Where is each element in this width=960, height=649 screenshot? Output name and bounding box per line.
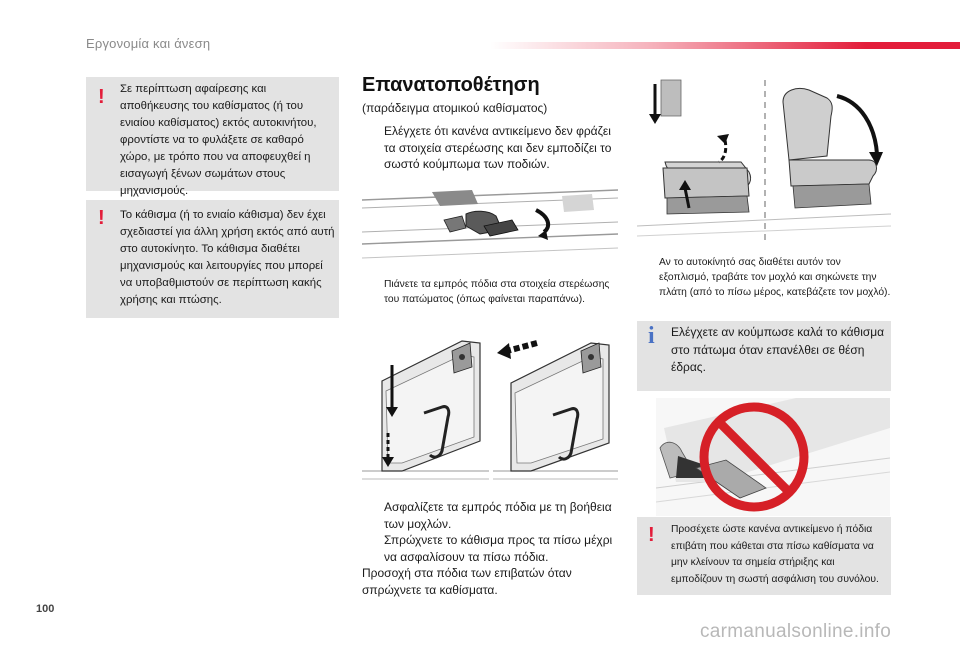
warning-text-use: Το κάθισμα (ή το ενιαίο κάθισμα) δεν έχει σχεδιαστεί για άλλη χρήση εκτός από αυτή στο αυτοκίνητο. Το κάθισμα διαθέτει μηχανισμούς και λειτουργίες που μπορεί να υποβαθμιστούν σε περίπτωση κακής χρήσης και πτώσης. — [120, 209, 335, 306]
section-subtitle: (παράδειγμα ατομικού καθίσματος) — [362, 101, 548, 115]
warning-icon: ! — [98, 86, 105, 108]
step-check-fixings — [362, 123, 620, 173]
info-icon: i — [648, 323, 655, 349]
header-accent-bar — [490, 42, 960, 49]
step-lock-front-feet — [362, 499, 620, 532]
step-text: Σπρώχνετε το κάθισμα προς τα πίσω μέχρι να ασφαλίσουν τα πίσω πόδια. — [384, 533, 613, 564]
section-heading: Επανατοποθέτηση — [362, 74, 540, 96]
step-text: Ελέγχετε ότι κανένα αντικείμενο δεν φράζει τα στοιχεία στερέωσης και δεν εμποδίζει το σωστό κούμπωμα των ποδιών. — [384, 124, 612, 171]
illustration-front-feet-fixing — [362, 186, 618, 270]
caption-front-feet — [362, 277, 620, 307]
step-push-seat-back — [362, 532, 620, 565]
illustration-seat-back-raise — [637, 76, 891, 244]
warning-text-storage: Σε περίπτωση αφαίρεσης και αποθήκευσης του καθίσματος (ή του ενιαίου καθίσματος) εκτός αυτοκινήτου, φροντίστε να το φυλάξετε σε καθαρό χώρο, με τρόπο που να αποφευχθεί η εισαγωγή ξένων σωμάτων στους μηχανισμούς. — [120, 83, 317, 197]
caution-note: Προσοχή στα πόδια των επιβατών όταν σπρώχνετε τα καθίσματα. — [362, 566, 572, 597]
illustration-lever-lock — [362, 321, 489, 489]
watermark: carmanualsonline.info — [700, 621, 892, 642]
step-text: Ασφαλίζετε τα εμπρός πόδια με τη βοήθεια των μοχλών. — [384, 500, 612, 531]
info-text-check-lock: Ελέγχετε αν κούμπωσε καλά το κάθισμα στο πάτωμα όταν επανέλθει σε θέση έδρας. — [671, 325, 885, 374]
warning-icon: ! — [98, 207, 105, 229]
caption-text: Αν το αυτοκίνητό σας διαθέτει αυτόν τον εξοπλισμό, τραβάτε τον μοχλό και σηκώνετε την πλάτη (από το πίσω μέρος, κατεβάζετε τον μοχλό). — [659, 257, 891, 298]
caption-seat-back-latch — [637, 255, 891, 300]
warning-icon: ! — [648, 524, 655, 546]
page-number: 100 — [36, 603, 55, 615]
section-title: Εργονομία και άνεση — [86, 36, 211, 51]
warning-text-obstruction: Προσέχετε ώστε κανένα αντικείμενο ή πόδια επιβάτη που κάθεται στα πίσω καθίσματα να μην κλείνουν τα σημεία στήριξης και εμποδίζουν τη σωστή ασφάλιση του συνόλου. — [671, 524, 879, 585]
illustration-push-back — [493, 321, 618, 489]
illustration-prohibited-obstruction — [656, 398, 890, 516]
caption-text: Πιάνετε τα εμπρός πόδια στα στοιχεία στερέωσης του πατώματος (όπως φαίνεται παραπάνω). — [384, 279, 610, 305]
